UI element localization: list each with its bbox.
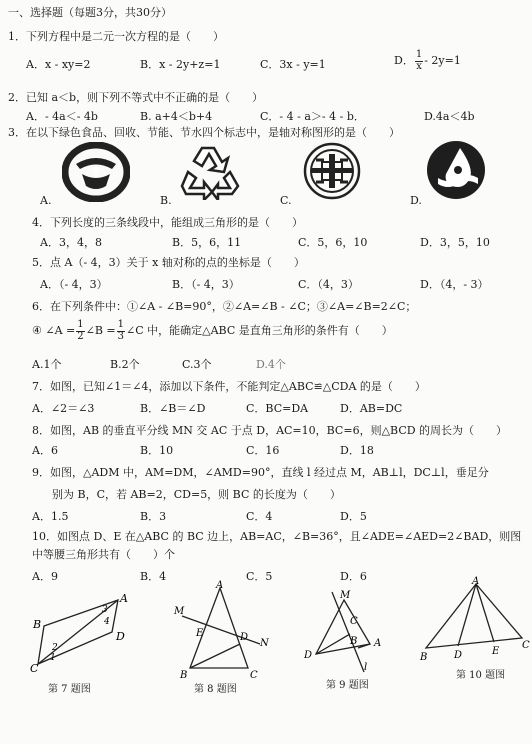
- q3-option-a: A.: [40, 194, 52, 207]
- q6-stem-part-b: ∠B =: [85, 324, 116, 337]
- q9-option-a: A．1.5: [32, 510, 69, 523]
- q4-option-d: D．3，5，10: [420, 236, 490, 249]
- q7-option-c: C．BC=DA: [246, 402, 309, 415]
- fig9-label-b: B: [350, 636, 358, 647]
- q6-fraction-2: [117, 320, 125, 342]
- q1-option-c: C．3x - y=1: [260, 58, 326, 71]
- question-6-stem-line-2: [32, 320, 393, 342]
- fig9-label-l: l: [364, 662, 368, 673]
- figure-9-diagram: [304, 588, 400, 676]
- figure-10-diagram: [418, 576, 530, 666]
- question-7-stem: 7．如图，已知∠1＝∠4，添加以下条件，不能判定△ABC≌△CDA 的是（ ）: [32, 380, 426, 393]
- q4-option-c: C．5，6，10: [298, 236, 368, 249]
- fig7-label-3: 3: [102, 605, 108, 615]
- q3-option-c: C.: [280, 194, 292, 207]
- figure-9-caption: 第 9 题图: [326, 680, 369, 691]
- q2-option-c: C．- 4 - a＞- 4 - b．: [260, 110, 365, 123]
- q1-option-d-prefix: D．: [394, 54, 414, 67]
- energy-saving-logo-icon: [300, 142, 364, 200]
- question-2-stem: 2．已知 a＜b，则下列不等式中不正确的是（ ）: [8, 91, 264, 104]
- question-10-stem-line-2: 中等腰三角形共有（ ）个: [32, 548, 175, 561]
- fig10-label-e: E: [492, 646, 500, 657]
- q1-fraction: [415, 50, 423, 72]
- q6-fraction-2-denominator: 3: [117, 330, 124, 342]
- q7-option-b: B．∠B＝∠D: [140, 402, 206, 415]
- fig7-label-2: 2: [52, 643, 58, 653]
- section-title: 一、选择题（每题3分，共30分）: [8, 6, 172, 19]
- q6-option-c: C.3个: [182, 358, 212, 371]
- q9-option-d: D．5: [340, 510, 367, 523]
- q10-option-d: D．6: [340, 570, 367, 583]
- q1-fraction-denominator: x: [416, 60, 422, 72]
- q1-option-b: B．x - 2y+z=1: [140, 58, 221, 71]
- q6-fraction-1-numerator: 1: [77, 319, 84, 330]
- fig8-label-c: C: [250, 670, 258, 680]
- question-3-stem: 3．在以下绿色食品、回收、节能、节水四个标志中，是轴对称图形的是（ ）: [8, 126, 400, 139]
- q7-option-d: D．AB=DC: [340, 402, 403, 415]
- q6-fraction-1: [76, 320, 84, 342]
- q2-option-a: A．- 4a＜- 4b: [26, 110, 98, 123]
- q6-fraction-2-numerator: 1: [117, 319, 124, 330]
- q7-option-a: A．∠2＝∠3: [32, 402, 95, 415]
- figure-7-diagram: [30, 592, 142, 674]
- q8-option-b: B．10: [140, 444, 174, 457]
- q5-option-c: C．（4，3）: [298, 278, 359, 291]
- fig9-label-a: A: [374, 638, 382, 649]
- q1-option-d-suffix: - 2y=1: [424, 54, 461, 67]
- question-9-stem-line-1: 9．如图，△ADM 中，AM=DM，∠AMD=90°，直线 l 经过点 M，AB⊥l，DC⊥l，垂足分: [32, 466, 489, 479]
- fig8-label-a: A: [216, 580, 224, 591]
- q9-option-b: B．3: [140, 510, 167, 523]
- fig10-label-b: B: [420, 652, 428, 663]
- figure-8-diagram: [170, 580, 274, 680]
- fig10-label-d: D: [454, 650, 463, 661]
- q6-fraction-1-denominator: 2: [77, 330, 84, 342]
- q10-option-a: A．9: [32, 570, 58, 583]
- figure-7-caption: 第 7 题图: [48, 684, 91, 695]
- q3-option-b: B.: [160, 194, 172, 207]
- q6-stem-part-c: ∠C 中，能确定△ABC 是直角三角形的条件有（ ）: [126, 324, 393, 337]
- q10-option-c: C．5: [246, 570, 273, 583]
- figure-10-caption: 第 10 题图: [456, 670, 506, 681]
- q8-option-a: A．6: [32, 444, 58, 457]
- fig8-label-d: D: [240, 632, 249, 643]
- figure-8-caption: 第 8 题图: [194, 684, 237, 695]
- fig7-label-d: D: [116, 630, 125, 643]
- question-6-stem-line-1: 6．在下列条件中：①∠A - ∠B=90°，②∠A=∠B - ∠C；③∠A=∠B=2∠C；: [32, 300, 417, 313]
- question-8-stem: 8．如图，AB 的垂直平分线 MN 交 AC 于点 D，AC=10，BC=6，则△BCD 的周长为（ ）: [32, 424, 508, 437]
- fig8-label-n: N: [260, 638, 269, 649]
- fig10-label-a: A: [472, 576, 480, 587]
- question-4-stem: 4．下列长度的三条线段中，能组成三角形的是（ ）: [32, 216, 303, 229]
- q4-option-a: A．3，4，8: [40, 236, 102, 249]
- q5-option-d: D．（4，- 3）: [420, 278, 489, 291]
- fig7-label-b: B: [33, 618, 42, 631]
- q8-option-d: D．18: [340, 444, 374, 457]
- fig8-label-b: B: [180, 670, 188, 680]
- fig10-label-c: C: [522, 640, 530, 651]
- fig8-label-m: M: [174, 606, 185, 617]
- fig8-label-e: E: [196, 628, 204, 639]
- q6-option-a: A.1个: [32, 358, 62, 371]
- q2-option-d: D.4a＜4b: [424, 110, 475, 123]
- q1-fraction-numerator: 1: [415, 49, 423, 60]
- q6-option-d: D.4个: [256, 358, 286, 371]
- recycle-logo-icon: [178, 142, 242, 200]
- q2-option-b: B. a+4＜b+4: [140, 110, 213, 123]
- fig7-label-c: C: [30, 662, 39, 674]
- q5-option-b: B．（- 4，3）: [172, 278, 240, 291]
- green-food-logo-icon: [62, 142, 130, 202]
- water-saving-logo-icon: [424, 140, 488, 200]
- fig7-label-a: A: [120, 592, 128, 605]
- q5-option-a: A．（- 4，3）: [40, 278, 108, 291]
- q1-option-d: [394, 50, 461, 72]
- q6-stem-part-a: ④ ∠A =: [32, 324, 76, 337]
- q1-option-a: A．x - xy=2: [26, 58, 91, 71]
- q4-option-b: B．5，6，11: [172, 236, 242, 249]
- question-5-stem: 5．点 A（- 4，3）关于 x 轴对称的点的坐标是（ ）: [32, 256, 305, 269]
- q8-option-c: C．16: [246, 444, 280, 457]
- fig9-label-m: M: [340, 590, 351, 601]
- q6-option-b: B.2个: [110, 358, 140, 371]
- question-9-stem-line-2: 别为 B，C，若 AB=2，CD=5，则 BC 的长度为（ ）: [52, 488, 341, 501]
- question-1-stem: 1．下列方程中是二元一次方程的是（ ）: [8, 30, 224, 43]
- fig9-label-d: D: [304, 650, 313, 661]
- q9-option-c: C．4: [246, 510, 273, 523]
- question-10-stem-line-1: 10．如图点 D、E 在△ABC 的 BC 边上，AB=AC，∠B=36°，且∠ADE=∠AED=2∠BAD，则图: [32, 530, 522, 543]
- q10-option-b: B．4: [140, 570, 167, 583]
- fig7-label-1: 1: [50, 653, 56, 663]
- q3-option-d: D.: [410, 194, 422, 207]
- fig9-label-c: C: [350, 616, 358, 627]
- fig7-label-4: 4: [104, 617, 110, 627]
